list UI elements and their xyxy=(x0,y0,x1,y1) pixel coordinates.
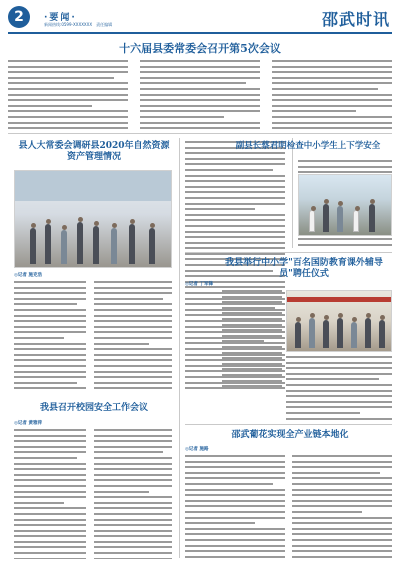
headline-standing-committee: 十六届县委常委会召开第5次会议 xyxy=(119,42,281,55)
article-body-standing-committee-col2 xyxy=(140,60,260,130)
article-body-campus-safety-col2 xyxy=(94,429,172,559)
section-label: ·要闻· xyxy=(44,13,77,23)
article-body-standing-committee-col3 xyxy=(272,60,392,130)
masthead xyxy=(0,0,400,40)
headline-defense-education: 我县举行中小学"百名国防教育课外辅导员"聘任仪式 xyxy=(225,258,383,280)
divider-horizontal-mid xyxy=(185,252,392,253)
article-body-natural-resources-col1 xyxy=(14,281,86,391)
article-body-defense-education-col1 xyxy=(222,290,282,390)
masthead-meta: 新闻热线:0599-XXXXXXX 责任编辑 xyxy=(44,22,113,27)
caption-grape-industry: ◎记者 施路 xyxy=(185,447,209,452)
divider-vertical-left xyxy=(179,138,180,558)
article-body-standing-committee-col1 xyxy=(8,60,128,130)
article-body-grape-industry-col2 xyxy=(292,455,392,559)
photo-natural-resources-meeting xyxy=(14,170,172,268)
masthead-rule xyxy=(8,32,392,34)
headline-natural-resources: 县人大常委会调研县2020年自然资源资产管理情况 xyxy=(18,141,170,163)
article-body-natural-resources-col2 xyxy=(94,281,172,391)
photo-defense-education xyxy=(286,290,392,352)
divider-horizontal xyxy=(8,133,392,134)
headline-grape-industry: 邵武葡花实现全产业链本地化 xyxy=(231,430,349,440)
article-body-student-commute-col2 xyxy=(185,160,285,248)
paper-name-logo: 邵武时讯 xyxy=(321,10,390,29)
page-number-badge: 2 xyxy=(8,6,30,28)
divider-horizontal-lower xyxy=(185,424,392,425)
article-body-defense-education-col2 xyxy=(286,356,392,420)
divider-vertical-right xyxy=(292,138,293,248)
caption-natural-resources: ◎记者 施克浩 xyxy=(14,273,42,278)
article-body-campus-safety-col1 xyxy=(14,429,86,559)
caption-campus-safety: ◎记者 黄雅萍 xyxy=(14,421,42,426)
article-body-grape-industry-col1 xyxy=(185,455,285,559)
page-bottom-margin xyxy=(0,563,400,567)
headline-student-commute-safety: 副县长蔡君明检查中小学生上下学安全 xyxy=(235,141,381,151)
caption-defense-education: ◎记者 丁军锋 xyxy=(185,282,213,287)
photo-student-commute xyxy=(298,174,392,236)
headline-campus-safety: 我县召开校园安全工作会议 xyxy=(39,403,148,413)
